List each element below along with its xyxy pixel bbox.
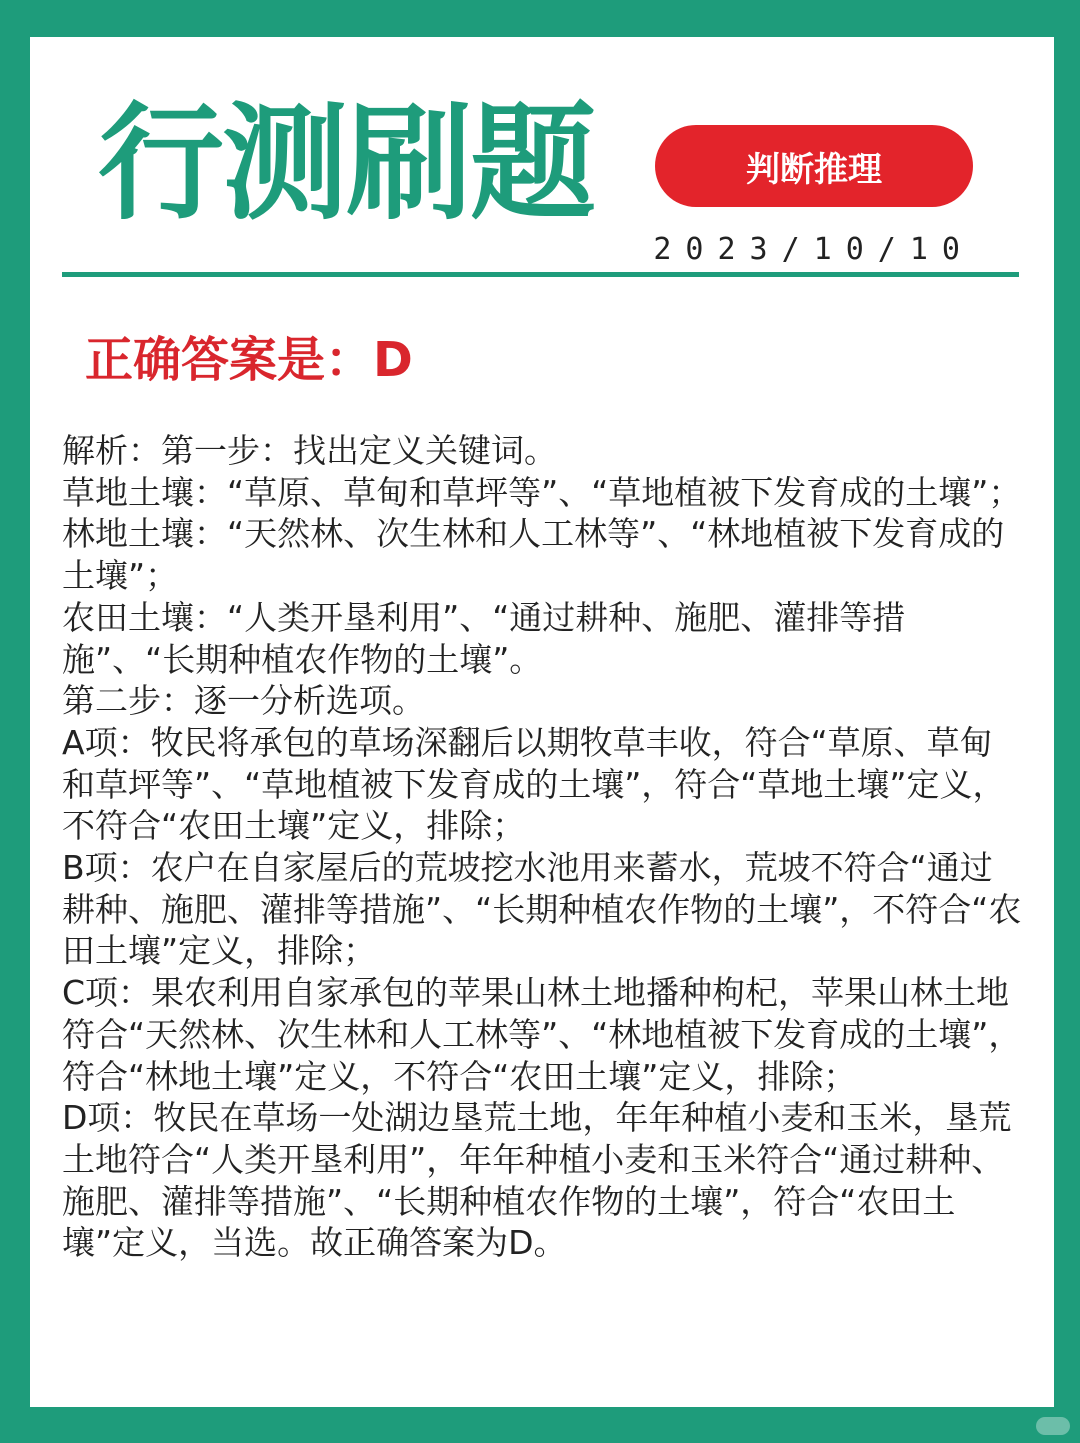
analysis-paragraph: 解析：第一步：找出定义关键词。 — [62, 431, 557, 470]
header-divider — [62, 272, 1019, 277]
analysis-paragraph: 第二步：逐一分析选项。 — [62, 681, 425, 721]
analysis-paragraph: A项：牧民将承包的草场深翻后以期牧草丰收，符合“草原、草甸和草坪等”、“草地植被下发育成的土壤”，符合“草地土壤”定义，不符合“农田土壤”定义，排除； — [62, 722, 1006, 846]
analysis-paragraph: C项：果农利用自家承包的苹果山林土地播种枸杞，苹果山林土地符合“天然林、次生林和人工林等”、“林地植被下发育成的土壤”，符合“林地土壤”定义，不符合“农田土壤”定义，排除； — [62, 973, 1022, 1096]
date-label: 2023/10/10 — [653, 232, 974, 267]
analysis-paragraph: B项：农户在自家屋后的荒坡挖水池用来蓄水，荒坡不符合“通过耕种、施肥、灌排等措施”、“长期种植农作物的土壤”，不符合“农田土壤”定义，排除； — [62, 848, 1022, 971]
page-title: 行测刷题 — [98, 90, 594, 237]
analysis-paragraph: 农田土壤：“人类开垦利用”、“通过耕种、施肥、灌排等措施”、“长期种植农作物的土壤”。 — [62, 597, 906, 679]
analysis-paragraph: 草地土壤：“草原、草甸和草坪等”、“草地植被下发育成的土壤”； — [62, 472, 1022, 512]
analysis-text — [62, 430, 1022, 1264]
content-card — [30, 37, 1054, 1407]
analysis-paragraph: 林地土壤：“天然林、次生林和人工林等”、“林地植被下发育成的土壤”； — [62, 514, 1005, 596]
watermark — [1036, 1417, 1070, 1435]
analysis-paragraph: D项：牧民在草场一处湖边垦荒土地，年年种植小麦和玉米，垦荒土地符合“人类开垦利用”，年年种植小麦和玉米符合“通过耕种、施肥、灌排等措施”、“长期种植农作物的土壤”，符合“农田土壤”定义，当选。故正确答案为D。 — [62, 1098, 1012, 1263]
category-badge: 判断推理 — [655, 125, 973, 207]
answer-heading: 正确答案是：D — [85, 332, 413, 388]
